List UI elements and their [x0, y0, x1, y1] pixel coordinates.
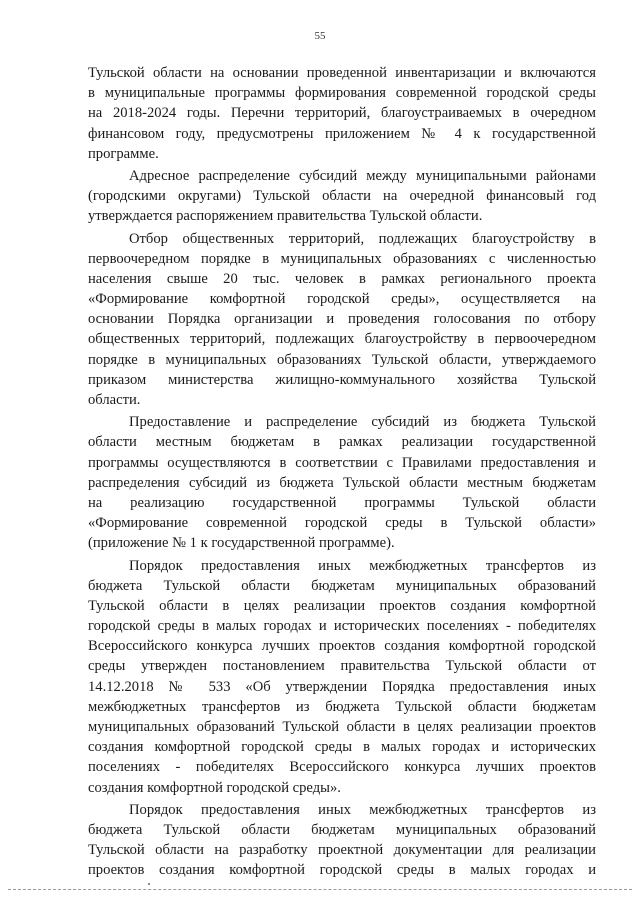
text-line: межбюджетных трансфертов из бюджета Тульской области бюджетам — [88, 698, 596, 715]
text-line: Порядок предоставления иных межбюджетных трансфертов из — [129, 801, 596, 818]
text-line: в муниципальные программы формирования современной городской среды — [88, 85, 596, 102]
text-line: программы осуществляются в соответствии с Правилами предоставления и — [88, 454, 596, 471]
text-line: приказом министерства жилищно-коммунального хозяйства Тульской — [88, 371, 596, 388]
text-line: Тульской области в целях реализации проектов создания комфортной — [88, 597, 596, 614]
scan-bottom-edge — [8, 889, 632, 891]
paragraph — [88, 556, 596, 798]
text-line: области. — [88, 392, 141, 408]
paragraph — [88, 412, 596, 553]
paragraph — [88, 63, 596, 164]
text-line: области местным бюджетам в рамках реализации государственной — [88, 434, 596, 451]
paragraph — [88, 229, 596, 411]
text-line: Тульской области на разработку проектной документации для реализации — [88, 842, 596, 859]
text-line: создания комфортной городской среды в малых городах и исторических — [88, 739, 596, 756]
text-line: Порядок предоставления иных межбюджетных трансфертов из — [129, 557, 596, 574]
text-line: проектов создания комфортной городской среды в малых городах и — [88, 862, 596, 879]
text-line: поселениях - победителях Всероссийского конкурса лучших проектов — [88, 759, 596, 776]
text-line: первоочередном порядке в муниципальных образованиях с численностью — [88, 250, 596, 267]
paragraph — [88, 800, 596, 881]
text-line: бюджета Тульской области бюджетам муниципальных образований — [88, 577, 596, 594]
text-line: на 2018-2024 годы. Перечни территорий, благоустраиваемых в очередном — [88, 105, 596, 122]
text-line: среды утвержден постановлением правительства Тульской области от — [88, 658, 596, 675]
text-line: (городскими округами) Тульской области на очередной финансовый год — [88, 188, 596, 205]
paragraph — [88, 166, 596, 227]
text-line: бюджета Тульской области бюджетам муниципальных образований — [88, 821, 596, 838]
text-line: порядке в муниципальных образованиях Тульской области, утверждаемого — [88, 351, 596, 368]
text-line: Тульской области на основании проведенной инвентаризации и включаются — [88, 65, 596, 81]
text-line: финансовом году, предусмотрены приложением № 4 к государственной — [88, 125, 596, 142]
text-line: Предоставление и распределение субсидий из бюджета Тульской — [129, 414, 596, 431]
text-line: (приложение № 1 к государственной программе). — [88, 535, 395, 552]
document-body — [88, 63, 596, 881]
page-number: 55 — [314, 30, 326, 42]
text-line: «Формирование современной городской среды в Тульской области» — [88, 515, 596, 532]
text-line: распределения субсидий из бюджета Тульской области местным бюджетам — [88, 474, 596, 491]
text-line: программе. — [88, 145, 159, 162]
text-line: муниципальных образований Тульской области в целях реализации проектов — [88, 719, 596, 735]
text-line: утверждается распоряжением правительства Тульской области. — [88, 208, 483, 225]
text-line: создания комфортной городской среды». — [88, 779, 341, 796]
text-line: Отбор общественных территорий, подлежащих благоустройству в — [129, 230, 596, 247]
text-line: населения свыше 20 тыс. человек в рамках регионального проекта — [88, 270, 596, 287]
text-line: 14.12.2018 № 533 «Об утверждении Порядка предоставления иных — [88, 678, 596, 695]
text-line: городской среды в малых городах и исторических поселениях - победителях — [88, 618, 596, 635]
text-line: общественных территорий, подлежащих благоустройству в первоочередном — [88, 331, 596, 348]
text-line: основании Порядка организации и проведения голосования по отбору — [88, 311, 596, 328]
text-line: Адресное распределение субсидий между муниципальными районами — [129, 167, 596, 184]
text-line: Всероссийского конкурса лучших проектов создания комфортной городской — [88, 638, 596, 655]
scan-artifact-dot — [148, 883, 150, 885]
text-line: «Формирование комфортной городской среды», осуществляется на — [88, 291, 596, 308]
text-line: на реализацию государственной программы Тульской области — [88, 494, 596, 511]
